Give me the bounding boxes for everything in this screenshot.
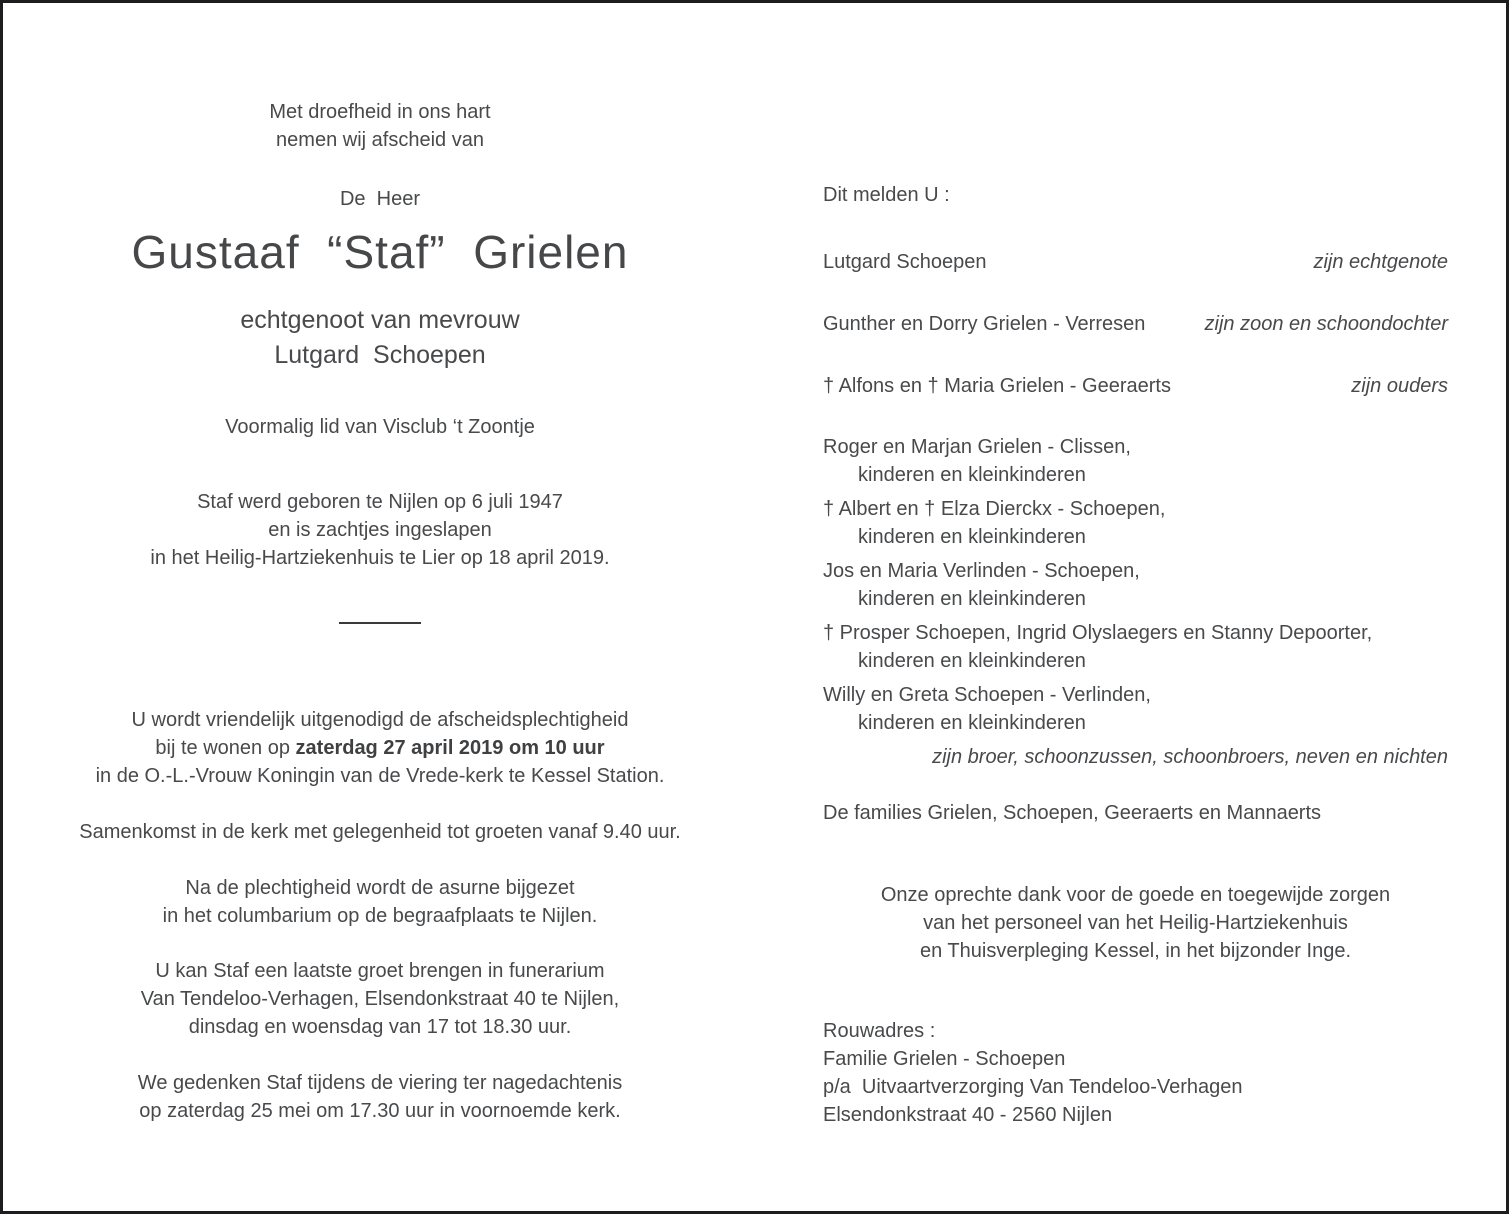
funerarium-line-2: Van Tendeloo-Verhagen, Elsendonkstraat 40 te Nijlen, [140, 988, 620, 1010]
intro-line-1: Met droefheid in ons hart [269, 101, 491, 123]
invite-line-3: in de O.-L.-Vrouw Koningin van de Vrede-kerk te Kessel Station. [95, 765, 665, 787]
family-group-sub: kinderen en kleinkinderen [858, 464, 1086, 486]
family-group-sub: kinderen en kleinkinderen [858, 712, 1086, 734]
relative-row [823, 372, 1448, 400]
birth-line: Staf werd geboren te Nijlen op 6 juli 1947 [197, 491, 563, 513]
membership-line [40, 413, 720, 441]
left-column [40, 98, 720, 1125]
relative-name: † Alfons en † Maria Grielen - Geeraerts [823, 375, 1171, 397]
family-group [823, 681, 1448, 737]
ceremony-datetime: zaterdag 27 april 2019 om 10 uur [295, 737, 605, 759]
family-group-name: Jos en Maria Verlinden - Schoepen, [823, 560, 1140, 582]
group-relation: zijn broer, schoonzussen, schoonbroers, neven en nichten [932, 746, 1448, 768]
mourning-address [823, 1017, 1448, 1129]
passing-line-2: in het Heilig-Hartziekenhuis te Lier op 18 april 2019. [150, 547, 610, 569]
invite-line-1: U wordt vriendelijk uitgenodigd de afscheidsplechtigheid [131, 709, 629, 731]
family-group [823, 495, 1448, 551]
urn-line-2: in het columbarium op de begraafplaats te Nijlen. [162, 905, 598, 927]
life-dates-paragraph [40, 488, 720, 572]
thanks-line-2: van het personeel van het Heilig-Hartziekenhuis [923, 912, 1348, 934]
family-group-sub: kinderen en kleinkinderen [858, 588, 1086, 610]
passing-line-1: en is zachtjes ingeslapen [268, 519, 492, 541]
mourning-address-care-of: p/a Uitvaartverzorging Van Tendeloo-Verhagen [823, 1076, 1243, 1098]
memorial-line-1: We gedenken Staf tijdens de viering ter nagedachtenis [137, 1072, 623, 1094]
relative-name: Lutgard Schoepen [823, 251, 987, 273]
relative-relation: zijn ouders [1351, 375, 1448, 397]
deceased-name [40, 225, 720, 279]
funerarium-paragraph [40, 957, 720, 1041]
deceased-name-text: Gustaaf “Staf” Grielen [131, 226, 629, 278]
membership-text: Voormalig lid van Visclub ‘t Zoontje [225, 416, 535, 438]
family-group [823, 433, 1448, 489]
funerarium-line-1: U kan Staf een laatste groet brengen in funerarium [155, 960, 605, 982]
families-line: De families Grielen, Schoepen, Geeraerts en Mannaerts [823, 802, 1322, 824]
relative-name: Gunther en Dorry Grielen - Verresen [823, 313, 1146, 335]
invitation-paragraph [40, 706, 720, 790]
intro-paragraph [40, 98, 720, 154]
spouse-line-1: echtgenoot van mevrouw [240, 306, 520, 334]
thanks-line-3: en Thuisverpleging Kessel, in het bijzonder Inge. [919, 940, 1351, 962]
announcers-heading: Dit melden U : [823, 184, 950, 206]
memorial-line-2: op zaterdag 25 mei om 17.30 uur in voornoemde kerk. [139, 1100, 621, 1122]
family-group-name: Willy en Greta Schoepen - Verlinden, [823, 684, 1151, 706]
invite-line-2 [40, 734, 720, 762]
relative-row [823, 310, 1448, 338]
mourning-address-label: Rouwadres : [823, 1020, 936, 1042]
family-group [823, 619, 1448, 675]
family-group [823, 557, 1448, 613]
honorific-line: De Heer [339, 188, 421, 210]
gathering-text: Samenkomst in de kerk met gelegenheid tot groeten vanaf 9.40 uur. [79, 821, 681, 843]
family-group-name: Roger en Marjan Grielen - Clissen, [823, 436, 1131, 458]
relative-relation: zijn echtgenote [1313, 251, 1448, 273]
urn-line-1: Na de plechtigheid wordt de asurne bijgezet [185, 877, 575, 899]
family-group-sub: kinderen en kleinkinderen [858, 650, 1086, 672]
thanks-paragraph [823, 881, 1448, 965]
mourning-address-family: Familie Grielen - Schoepen [823, 1048, 1066, 1070]
family-group-name: † Prosper Schoepen, Ingrid Olyslaegers en Stanny Depoorter, [823, 622, 1373, 644]
divider-rule [339, 622, 421, 624]
relative-row [823, 248, 1448, 276]
spouse-paragraph [40, 303, 720, 373]
urn-paragraph [40, 874, 720, 930]
relative-relation: zijn zoon en schoondochter [1204, 313, 1448, 335]
family-group-sub: kinderen en kleinkinderen [858, 526, 1086, 548]
funerarium-line-3: dinsdag en woensdag van 17 tot 18.30 uur. [188, 1016, 572, 1038]
honorific-title [40, 185, 720, 213]
intro-line-2: nemen wij afscheid van [276, 129, 484, 151]
spouse-name: Lutgard Schoepen [274, 341, 486, 369]
family-group-name: † Albert en † Elza Dierckx - Schoepen, [823, 498, 1166, 520]
gathering-line [40, 818, 720, 846]
thanks-line-1: Onze oprechte dank voor de goede en toegewijde zorgen [880, 884, 1391, 906]
right-column [823, 181, 1448, 1129]
mourning-address-street: Elsendonkstraat 40 - 2560 Nijlen [823, 1104, 1113, 1126]
memorial-paragraph [40, 1069, 720, 1125]
invite-line-2-prefix: bij te wonen op [155, 737, 296, 759]
family-groups [823, 433, 1448, 737]
